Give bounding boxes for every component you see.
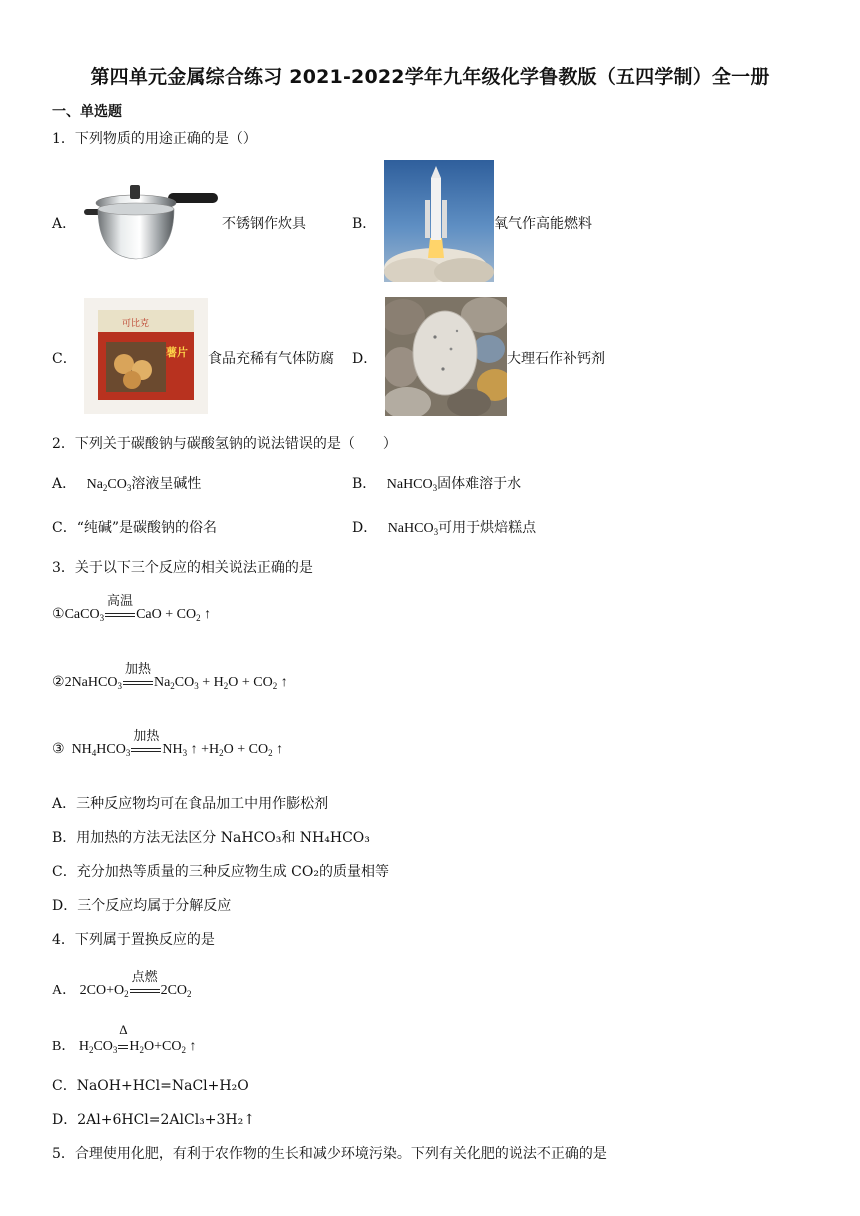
q4-option-d: D．2Al+6HCl=2AlCl₃+3H₂↑ <box>52 1112 255 1128</box>
q2-option-c-label: C． <box>52 520 77 536</box>
q2-option-a <box>52 473 201 493</box>
q2-option-d-text: 可用于烘焙糕点 <box>438 520 537 536</box>
reaction-3-number: ③ <box>52 742 65 757</box>
reaction-3-arrow <box>131 728 161 758</box>
q1-option-b-text: 氧气作高能燃料 <box>494 216 592 232</box>
q4-a-arrow <box>130 969 160 999</box>
q4-b-condition: Δ <box>119 1022 128 1037</box>
q2-option-b <box>352 473 521 493</box>
q1-option-c-label: C． <box>52 351 77 367</box>
q1-option-a-label: A． <box>52 216 77 232</box>
q2-option-a-text: 溶液呈碱性 <box>131 476 202 492</box>
q2-option-d <box>352 517 536 537</box>
rocket-launch-image <box>384 160 494 282</box>
q4-b-arrow <box>118 1022 128 1055</box>
q4-option-b: B． $H_2CO_3$ Δ $H_2O+CO_2$ ↑ <box>52 1022 197 1055</box>
section-heading: 一、单选题 <box>52 104 122 120</box>
q4-option-b-label: B． <box>52 1039 76 1054</box>
q3-option-a: A．三种反应物均可在食品加工中用作膨松剂 <box>52 796 329 812</box>
formula-nahco3: NaHCO$_3$ <box>387 521 439 537</box>
q1-option-a-text: 不锈钢作炊具 <box>222 216 306 232</box>
page-title: 第四单元金属综合练习 2021-2022学年九年级化学鲁教版（五四学制）全一册 <box>90 66 770 88</box>
question-1-stem: 1．下列物质的用途正确的是（） <box>52 131 257 147</box>
formula-nahco3: NaHCO$_3$ <box>386 477 438 493</box>
q4-option-a-label: A． <box>52 983 77 998</box>
reaction-1-condition: 高温 <box>107 593 134 608</box>
q3-option-d: D．三个反应均属于分解反应 <box>52 898 232 914</box>
reaction-1-number: ① <box>52 607 65 622</box>
reaction-1: ①CaCO$_3$ 高温 CaO + $CO_2$ ↑ <box>52 606 211 623</box>
reaction-2: ②2NaHCO$_3$ 加热 $Na_2CO_3 + H_2O + CO_2$ ↑ <box>52 674 288 691</box>
reaction-1-arrow <box>105 593 135 623</box>
q1-option-c-text: 食品充稀有气体防腐 <box>208 351 334 367</box>
question-2-stem: 2．下列关于碳酸钠与碳酸氢钠的说法错误的是（ ） <box>52 436 397 452</box>
marble-stones-image <box>385 297 507 416</box>
q1-option-d-text: 大理石作补钙剂 <box>507 351 605 367</box>
q2-option-d-label: D． <box>352 520 378 536</box>
q3-option-b: B．用加热的方法无法区分 NaHCO₃和 NH₄HCO₃ <box>52 830 370 846</box>
q4-option-a: A． $2CO+O_2$ 点燃 $2CO_2$ <box>52 979 192 999</box>
pressure-cooker-image <box>84 181 222 265</box>
reaction-2-number: ② <box>52 675 65 690</box>
q3-option-c: C．充分加热等质量的三种反应物生成 CO₂的质量相等 <box>52 864 389 880</box>
q4-option-c: C．NaOH+HCl=NaCl+H₂O <box>52 1078 249 1094</box>
question-3-stem: 3．关于以下三个反应的相关说法正确的是 <box>52 560 313 576</box>
reaction-3-condition: 加热 <box>133 728 160 743</box>
reaction-2-condition: 加热 <box>124 661 151 676</box>
chip-package-image <box>84 298 208 414</box>
q2-option-b-text: 固体难溶于水 <box>437 476 522 492</box>
reaction-3: ③ $NH_4HCO_3$ 加热 $NH_3$ ↑ $+H_2O + CO_2$ ↑ <box>52 741 283 758</box>
chip-word-text: 薯片 <box>166 346 188 359</box>
question-5-stem: 5．合理使用化肥，有利于农作物的生长和减少环境污染。下列有关化肥的说法不正确的是 <box>52 1146 607 1162</box>
q2-option-c-text: “纯碱”是碳酸钠的俗名 <box>76 520 218 536</box>
q1-option-b-label: B． <box>352 216 377 232</box>
q2-option-c <box>52 517 217 537</box>
reaction-2-arrow <box>123 661 153 691</box>
chip-brand-text: 可比克 <box>122 319 150 329</box>
q2-option-b-label: B． <box>352 476 377 492</box>
formula-na2co3: $Na_2CO_3$ <box>86 477 132 493</box>
q1-option-d-label: D． <box>352 351 378 367</box>
q2-option-a-label: A． <box>52 476 77 492</box>
question-4-stem: 4．下列属于置换反应的是 <box>52 932 215 948</box>
q4-a-condition: 点燃 <box>131 969 158 984</box>
